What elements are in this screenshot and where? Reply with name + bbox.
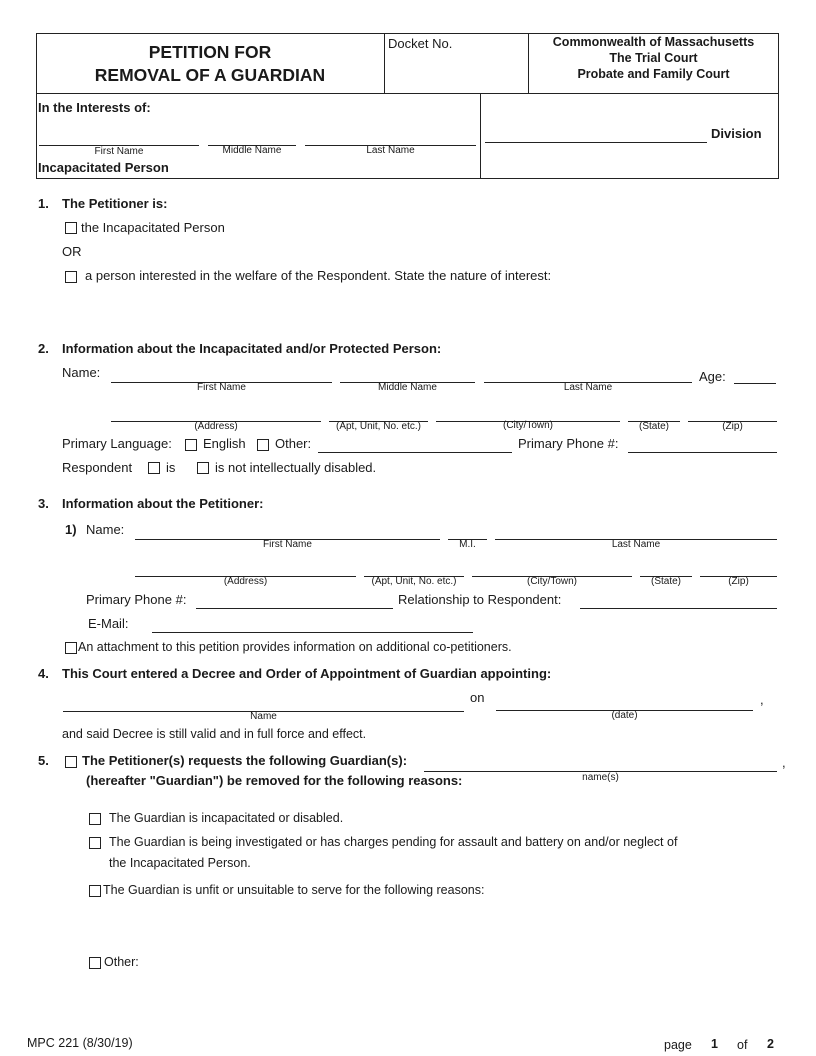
page-number: 1 xyxy=(711,1037,718,1051)
s3-state-caption: (State) xyxy=(650,576,681,587)
court-name xyxy=(528,34,779,82)
division-input[interactable] xyxy=(485,126,707,142)
s3-email-label: E-Mail: xyxy=(88,616,129,631)
s3-city-caption: (City/Town) xyxy=(526,576,577,587)
form-title-line1: PETITION FOR xyxy=(148,42,272,62)
s2-zip-caption: (Zip) xyxy=(722,421,743,432)
s2-other-label: Other: xyxy=(275,436,312,451)
s3-number: 3. xyxy=(38,496,49,511)
s2-is-checkbox[interactable] xyxy=(148,462,160,474)
s4-comma: , xyxy=(760,692,764,707)
s1-interested-person-checkbox[interactable] xyxy=(65,271,77,283)
s1-heading: The Petitioner is: xyxy=(62,196,168,211)
form-id: MPC 221 (8/30/19) xyxy=(27,1036,133,1050)
header-row-divider xyxy=(36,93,779,94)
s1-opt2-label: a person interested in the welfare of the Respondent. State the nature of interest: xyxy=(85,268,552,283)
s3-attachment-label: An attachment to this petition provides information on additional co-petitioners. xyxy=(78,640,512,654)
s3-address-caption: (Address) xyxy=(223,576,268,587)
s2-english-checkbox[interactable] xyxy=(185,439,197,451)
s5-reason2-line2: the Incapacitated Person. xyxy=(109,856,251,870)
s5-names-caption: name(s) xyxy=(582,772,619,783)
docket-number-input[interactable] xyxy=(390,60,522,76)
s2-other-language-checkbox[interactable] xyxy=(257,439,269,451)
court-line2: The Trial Court xyxy=(609,51,698,65)
form-title xyxy=(36,41,384,87)
s5-investigated-checkbox[interactable] xyxy=(89,837,101,849)
s3-first-name-caption: First Name xyxy=(263,539,312,550)
s2-name-label: Name: xyxy=(62,365,101,380)
s4-still-valid: and said Decree is still valid and in full force and effect. xyxy=(62,727,367,741)
s5-reason3-label: The Guardian is unfit or unsuitable to serve for the following reasons: xyxy=(103,883,485,897)
s3-relationship-label: Relationship to Respondent: xyxy=(398,592,562,607)
s3-last-name-caption: Last Name xyxy=(611,539,661,550)
s1-or-label: OR xyxy=(62,244,82,259)
s5-comma: , xyxy=(782,755,786,770)
s5-heading2: (hereafter "Guardian") be removed for the following reasons: xyxy=(86,773,463,788)
header-col-divider-3 xyxy=(480,93,481,179)
s2-age-line xyxy=(734,383,776,384)
s3-name-label: Name: xyxy=(86,522,125,537)
s5-reason2-line1: The Guardian is being investigated or has charges pending for assault and battery on and/or neglect of xyxy=(109,835,678,849)
s2-city-caption: (City/Town) xyxy=(502,420,553,431)
s4-heading: This Court entered a Decree and Order of Appointment of Guardian appointing: xyxy=(62,666,552,681)
s4-date-caption: (date) xyxy=(611,710,638,721)
s3-apt-caption: (Apt, Unit, No. etc.) xyxy=(371,576,457,587)
s5-unfit-checkbox[interactable] xyxy=(89,885,101,897)
of-label: of xyxy=(737,1038,748,1052)
s2-address-caption: (Address) xyxy=(194,421,238,432)
s5-incapacitated-checkbox[interactable] xyxy=(89,813,101,825)
s5-other-label: Other: xyxy=(104,955,139,969)
s2-is-not-checkbox[interactable] xyxy=(197,462,209,474)
incapacitated-person-label: Incapacitated Person xyxy=(38,160,169,175)
page-label: page xyxy=(664,1038,692,1052)
interests-last-name-caption: Last Name xyxy=(366,145,415,156)
s3-heading: Information about the Petitioner: xyxy=(62,496,264,511)
interests-middle-name-caption: Middle Name xyxy=(222,145,282,156)
s1-opt1-label: the Incapacitated Person xyxy=(81,220,225,235)
s1-number: 1. xyxy=(38,196,49,211)
interests-first-name-caption: First Name xyxy=(94,146,144,157)
s2-heading: Information about the Incapacitated and/or Protected Person: xyxy=(62,341,442,356)
s2-state-caption: (State) xyxy=(638,421,669,432)
s2-is-label: is xyxy=(166,460,176,475)
interests-first-name-input[interactable] xyxy=(39,129,199,145)
s3-primary-phone-label: Primary Phone #: xyxy=(86,592,187,607)
s2-age-label: Age: xyxy=(699,369,726,384)
s3-primary-phone-line xyxy=(196,608,393,609)
s2-last-name-caption: Last Name xyxy=(563,382,613,393)
s3-zip-caption: (Zip) xyxy=(728,576,749,587)
s5-other-checkbox[interactable] xyxy=(89,957,101,969)
form-title-line2: REMOVAL OF A GUARDIAN xyxy=(94,65,326,85)
s3-attachment-checkbox[interactable] xyxy=(65,642,77,654)
s3-sub-number: 1) xyxy=(65,522,77,537)
s4-number: 4. xyxy=(38,666,49,681)
s3-email-line xyxy=(152,632,473,633)
docket-label: Docket No. xyxy=(388,36,453,51)
s2-english-label: English xyxy=(203,436,246,451)
court-line1: Commonwealth of Massachusetts xyxy=(552,35,755,49)
s2-middle-name-caption: Middle Name xyxy=(378,382,437,393)
s2-primary-phone-line xyxy=(628,452,777,453)
s2-first-name-caption: First Name xyxy=(197,382,246,393)
s3-relationship-line xyxy=(580,608,777,609)
s2-primary-language-label: Primary Language: xyxy=(62,436,172,451)
s2-apt-caption: (Apt, Unit, No. etc.) xyxy=(335,421,422,432)
header-col-divider-1 xyxy=(384,33,385,93)
interests-middle-name-input[interactable] xyxy=(208,129,296,145)
page-total: 2 xyxy=(767,1037,774,1051)
s4-name-caption: Name xyxy=(250,711,277,722)
division-label: Division xyxy=(711,126,762,141)
s2-other-language-line xyxy=(318,452,512,453)
s5-request-checkbox[interactable] xyxy=(65,756,77,768)
s3-mi-caption: M.I. xyxy=(459,539,476,550)
interests-label: In the Interests of: xyxy=(38,100,151,115)
s1-incapacitated-checkbox[interactable] xyxy=(65,222,77,234)
court-line3: Probate and Family Court xyxy=(577,67,730,81)
s5-number: 5. xyxy=(38,753,49,768)
s5-heading: The Petitioner(s) requests the following Guardian(s): xyxy=(82,753,408,768)
division-line xyxy=(485,142,707,143)
interests-last-name-input[interactable] xyxy=(305,129,476,145)
s2-number: 2. xyxy=(38,341,49,356)
s5-reason1-label: The Guardian is incapacitated or disabled. xyxy=(109,811,344,825)
s2-primary-phone-label: Primary Phone #: xyxy=(518,436,619,451)
s2-is-not-label: is not intellectually disabled. xyxy=(215,460,377,475)
s2-respondent-label: Respondent xyxy=(62,460,133,475)
s4-on-label: on xyxy=(470,690,485,705)
